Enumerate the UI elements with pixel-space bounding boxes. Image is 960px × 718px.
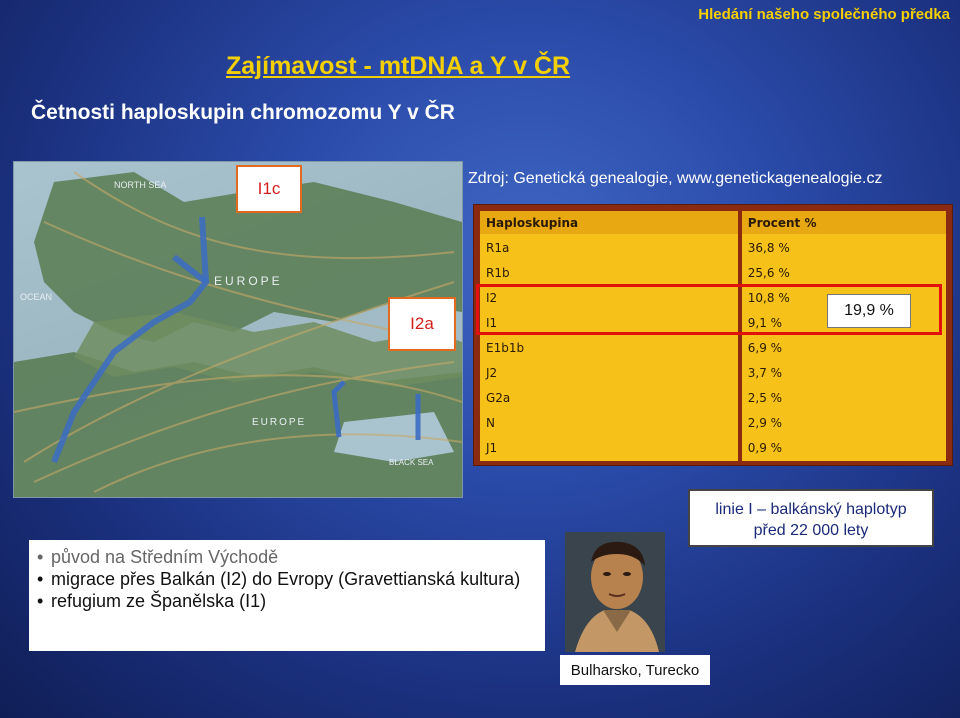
table-row — [480, 435, 946, 460]
haplogroup-cell: I2 — [480, 285, 740, 310]
table-row — [480, 385, 946, 410]
haplogroup-cell: R1a — [480, 235, 740, 260]
combined-percent-callout: 19,9 % — [827, 294, 911, 328]
percent-cell: 6,9 % — [740, 335, 946, 360]
bullet-item: • refugium ze Španělska (I1) — [35, 590, 535, 612]
haplogroup-table-frame — [473, 204, 953, 466]
percent-cell: 36,8 % — [740, 235, 946, 260]
bullet-item: • migrace přes Balkán (I2) do Evropy (Gravettianská kultura) — [35, 568, 535, 590]
lineage-line-2: před 22 000 lety — [753, 522, 869, 539]
haplogroup-cell: R1b — [480, 260, 740, 285]
percent-cell: 2,5 % — [740, 385, 946, 410]
haplogroup-cell: E1b1b — [480, 335, 740, 360]
portrait-caption: Bulharsko, Turecko — [560, 655, 710, 685]
portrait-graphic — [565, 532, 665, 652]
portrait-photo — [565, 532, 665, 652]
header-haplogroup: Haploskupina — [480, 211, 740, 235]
table-row — [480, 360, 946, 385]
percent-cell: 9,1 % — [740, 310, 946, 335]
source-note: Zdroj: Genetická genealogie, www.genetickagenealogie.cz — [468, 170, 883, 187]
header-percent: Procent % — [740, 211, 946, 235]
bullet-item: • původ na Středním Východě — [35, 546, 535, 568]
haplogroup-cell: J1 — [480, 435, 740, 460]
presentation-header: Hledání našeho společného předka — [698, 6, 950, 23]
callout-i2a: I2a — [388, 297, 456, 351]
haplogroup-cell: J2 — [480, 360, 740, 385]
percent-cell: 2,9 % — [740, 410, 946, 435]
map-label-north-sea: NORTH SEA — [114, 180, 167, 190]
haplogroup-cell: N — [480, 410, 740, 435]
percent-cell: 10,8 % — [740, 285, 946, 310]
map-label-europe-bottom: EUROPE — [252, 417, 307, 428]
map-label-ocean: OCEAN — [20, 292, 53, 302]
callout-i1c: I1c — [236, 165, 302, 213]
percent-cell: 25,6 % — [740, 260, 946, 285]
haplogroup-cell: I1 — [480, 310, 740, 335]
table-row — [480, 335, 946, 360]
haplogroup-cell: G2a — [480, 385, 740, 410]
table-header-row — [480, 211, 946, 235]
percent-cell: 0,9 % — [740, 435, 946, 460]
percent-cell: 3,7 % — [740, 360, 946, 385]
slide-title: Zajímavost - mtDNA a Y v ČR — [226, 52, 571, 80]
lineage-note — [688, 489, 934, 547]
map-label-europe-top: EUROPE — [214, 274, 283, 288]
haplogroup-table — [480, 211, 946, 461]
slide-subtitle: Četnosti haploskupin chromozomu Y v ČR — [31, 101, 455, 124]
table-row — [480, 235, 946, 260]
table-row — [480, 410, 946, 435]
map-label-black-sea: BLACK SEA — [389, 458, 434, 467]
table-row — [480, 260, 946, 285]
bullet-list-box — [29, 540, 545, 651]
lineage-line-1: linie I – balkánský haplotyp — [715, 501, 907, 518]
